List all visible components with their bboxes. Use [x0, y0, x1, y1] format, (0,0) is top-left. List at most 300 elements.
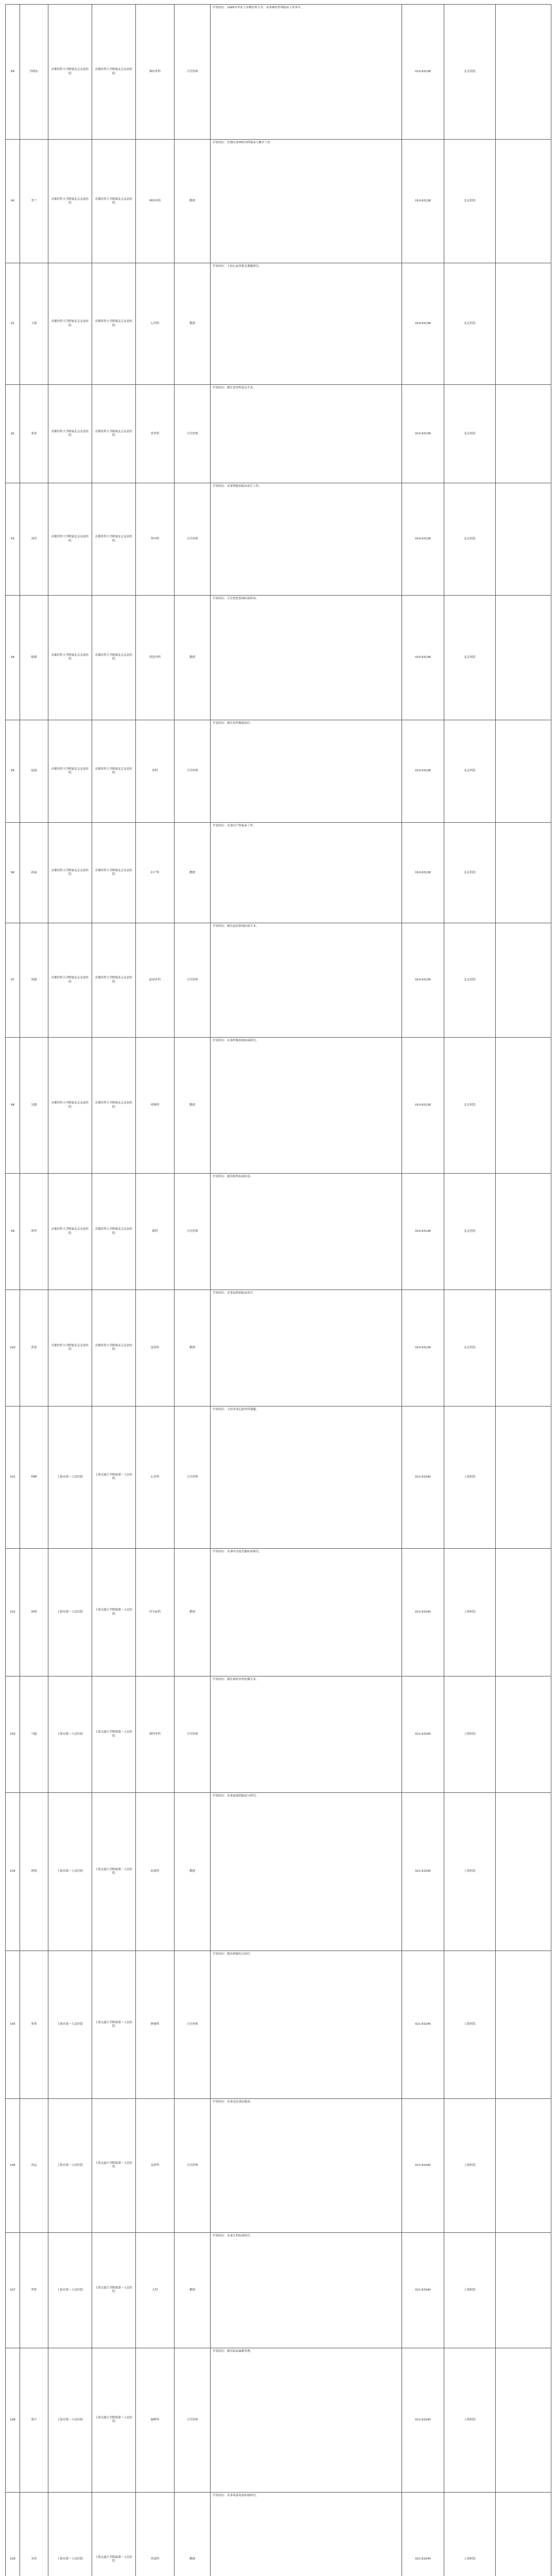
cell-phone	[402, 140, 444, 263]
cell-name	[20, 1792, 48, 1951]
cell-pos	[136, 1037, 175, 1173]
cell-note	[444, 1951, 496, 2098]
summary-text: 学业经历：从事内分泌代谢疾病研究。	[213, 1550, 262, 1554]
cell-phone	[402, 1174, 444, 1290]
summary-text: 学业经历：从事肾脏病临床诊疗工作。	[213, 485, 262, 488]
cell-summary	[211, 1676, 402, 1793]
no-text: 94	[10, 655, 15, 659]
cell-title	[175, 1290, 211, 1406]
cell-no	[6, 1676, 20, 1793]
cell-pos	[136, 2232, 175, 2348]
cell-pos	[136, 923, 175, 1038]
pos-text: 心外科	[150, 1475, 160, 1479]
title-text: 教授	[189, 199, 196, 203]
table-row	[6, 823, 551, 923]
cell-org	[48, 1290, 92, 1406]
org-text: 首都医科大学附属北京友谊医院	[51, 869, 89, 876]
org-text: 首都医科大学附属北京友谊医院	[51, 430, 89, 437]
note-text: 上海医院	[464, 1611, 476, 1614]
cell-org	[48, 2232, 92, 2348]
phone-text: 021-63240	[415, 1732, 431, 1736]
cell-name	[20, 1676, 48, 1793]
table-row	[6, 140, 551, 263]
table-row	[6, 1174, 551, 1290]
phone-text: 010-63138	[415, 655, 431, 659]
name-text: 朱明	[31, 2023, 37, 2026]
cell-remark	[496, 263, 551, 385]
expert-table	[5, 4, 551, 2576]
cell-remark	[496, 1676, 551, 1793]
no-text: 98	[10, 1103, 15, 1107]
cell-dept	[92, 1406, 136, 1549]
summary-text: 学业经历：1995年毕业于首都医科大学；从事神经外科临床工作多年。	[213, 6, 304, 9]
cell-note	[444, 385, 496, 483]
cell-note	[444, 2348, 496, 2493]
title-text: 教授	[189, 1346, 196, 1349]
dept-text: 首都医科大学附属北京友谊医院	[95, 767, 133, 774]
cell-dept	[92, 483, 136, 596]
dept-text: 首都医科大学附属北京友谊医院	[95, 535, 133, 543]
cell-dept	[92, 823, 136, 923]
summary-text: 学业经历：擅长泌尿系统疾病手术。	[213, 925, 259, 928]
table-row	[6, 1290, 551, 1406]
dept-text: 上海交通大学附属第一人民医院	[95, 1731, 133, 1738]
cell-name	[20, 5, 48, 140]
cell-org	[48, 1037, 92, 1173]
cell-phone	[402, 720, 444, 822]
cell-phone	[402, 1549, 444, 1676]
summary-text: 学业经历：从事妇产科临床工作。	[213, 824, 256, 828]
cell-note	[444, 2493, 496, 2576]
cell-name	[20, 923, 48, 1038]
name-text: 郑华	[31, 1229, 37, 1233]
cell-pos	[136, 2493, 175, 2576]
cell-no	[6, 2098, 20, 2232]
cell-dept	[92, 1037, 136, 1173]
table-row	[6, 2232, 551, 2348]
cell-no	[6, 1037, 20, 1173]
phone-text: 021-63240	[415, 2418, 431, 2421]
org-text: 首都医科大学附属北京友谊医院	[51, 68, 89, 75]
phone-text: 021-63240	[415, 1870, 431, 1873]
cell-name	[20, 263, 48, 385]
cell-dept	[92, 2098, 136, 2232]
cell-phone	[402, 385, 444, 483]
no-text: 93	[10, 537, 15, 540]
cell-no	[6, 923, 20, 1038]
cell-note	[444, 1676, 496, 1793]
phone-text: 010-63138	[415, 199, 431, 203]
cell-dept	[92, 1676, 136, 1793]
cell-name	[20, 1951, 48, 2098]
cell-phone	[402, 483, 444, 596]
cell-no	[6, 595, 20, 720]
title-text: 教授	[189, 2288, 196, 2292]
note-text: 北京医院	[464, 537, 476, 540]
cell-pos	[136, 483, 175, 596]
cell-title	[175, 595, 211, 720]
note-text: 北京医院	[464, 1103, 476, 1107]
no-text: 99	[10, 1229, 15, 1233]
cell-org	[48, 263, 92, 385]
cell-no	[6, 1406, 20, 1549]
phone-text: 010-63138	[415, 432, 431, 435]
phone-text: 021-63240	[415, 2288, 431, 2292]
dept-text: 首都医科大学附属北京友谊医院	[95, 430, 133, 437]
cell-title	[175, 5, 211, 140]
cell-pos	[136, 385, 175, 483]
cell-phone	[402, 1792, 444, 1951]
table-row	[6, 385, 551, 483]
note-text: 北京医院	[464, 432, 476, 435]
pos-text: 心内科	[150, 322, 160, 326]
cell-name	[20, 2493, 48, 2576]
cell-pos	[136, 140, 175, 263]
cell-note	[444, 1174, 496, 1290]
cell-org	[48, 823, 92, 923]
summary-text: 学业经历：擅长肿瘤综合治疗。	[213, 1952, 253, 1956]
cell-dept	[92, 1549, 136, 1676]
no-text: 90	[10, 199, 15, 203]
table-row	[6, 923, 551, 1038]
cell-no	[6, 2348, 20, 2493]
org-text: 首都医科大学附属北京友谊医院	[51, 535, 89, 543]
cell-name	[20, 1037, 48, 1173]
title-text: 主任医师	[186, 2163, 198, 2167]
cell-name	[20, 140, 48, 263]
phone-text: 010-63138	[415, 1103, 431, 1107]
cell-pos	[136, 823, 175, 923]
cell-remark	[496, 1406, 551, 1549]
dept-text: 上海交通大学附属第一人民医院	[95, 2021, 133, 2028]
cell-dept	[92, 385, 136, 483]
cell-pos	[136, 1406, 175, 1549]
dept-text: 首都医科大学附属北京友谊医院	[95, 1101, 133, 1109]
cell-note	[444, 1792, 496, 1951]
cell-note	[444, 140, 496, 263]
cell-remark	[496, 2098, 551, 2232]
cell-name	[20, 1406, 48, 1549]
cell-note	[444, 2232, 496, 2348]
cell-org	[48, 1549, 92, 1676]
dept-text: 上海交通大学附属第一人民医院	[95, 1868, 133, 1875]
title-text: 教授	[189, 2557, 196, 2561]
cell-org	[48, 923, 92, 1038]
cell-name	[20, 2348, 48, 2493]
org-text: 首都医科大学附属北京友谊医院	[51, 1344, 89, 1351]
no-text: 101	[10, 1475, 15, 1479]
name-text: 刘洋	[31, 537, 37, 540]
name-text: 陈静	[31, 655, 37, 659]
cell-note	[444, 483, 496, 596]
cell-dept	[92, 1174, 136, 1290]
dept-text: 上海交通大学附属第一人民医院	[95, 1473, 133, 1481]
cell-no	[6, 2232, 20, 2348]
cell-phone	[402, 823, 444, 923]
name-text: 李兰	[31, 199, 37, 203]
no-text: 104	[10, 1870, 15, 1873]
cell-remark	[496, 720, 551, 822]
title-text: 主任医师	[186, 2418, 198, 2421]
cell-summary	[211, 1406, 402, 1549]
name-text: 孙丽	[31, 871, 37, 874]
no-text: 109	[10, 2557, 15, 2561]
cell-pos	[136, 5, 175, 140]
cell-dept	[92, 2493, 136, 2576]
note-text: 上海医院	[464, 1732, 476, 1736]
cell-org	[48, 1951, 92, 2098]
pos-text: 眼科	[152, 1229, 158, 1233]
cell-summary	[211, 1290, 402, 1406]
note-text: 北京医院	[464, 70, 476, 74]
cell-phone	[402, 2493, 444, 2576]
cell-no	[6, 1549, 20, 1676]
name-text: 高远	[31, 2163, 37, 2167]
no-text: 103	[10, 1732, 15, 1736]
title-text: 主任医师	[186, 1475, 198, 1479]
cell-no	[6, 1792, 20, 1951]
cell-no	[6, 385, 20, 483]
pos-text: 肿瘤科	[150, 2023, 160, 2026]
table-row	[6, 263, 551, 385]
title-text: 教授	[189, 871, 196, 874]
cell-title	[175, 2493, 211, 2576]
pos-text: 神经外科	[149, 1732, 161, 1736]
cell-summary	[211, 923, 402, 1038]
table-row	[6, 1406, 551, 1549]
phone-text: 010-63138	[415, 1229, 431, 1233]
no-text: 95	[10, 769, 15, 773]
cell-phone	[402, 1037, 444, 1173]
pos-text: 泌尿外科	[149, 978, 161, 981]
cell-dept	[92, 263, 136, 385]
pos-text: 神经外科	[149, 70, 161, 74]
cell-org	[48, 1676, 92, 1793]
org-text: 上海市第一人民医院	[57, 2418, 83, 2421]
dept-text: 首都医科大学附属北京友谊医院	[95, 320, 133, 327]
cell-pos	[136, 1676, 175, 1793]
cell-org	[48, 5, 92, 140]
pos-text: 皮肤科	[150, 1346, 160, 1349]
title-text: 主任医师	[186, 978, 198, 981]
cell-title	[175, 823, 211, 923]
summary-text: 学业经历：擅长神经外科显微手术。	[213, 1678, 259, 1682]
note-text: 北京医院	[464, 871, 476, 874]
phone-text: 021-63240	[415, 1475, 431, 1479]
phone-text: 010-63138	[415, 537, 431, 540]
cell-title	[175, 1174, 211, 1290]
cell-dept	[92, 2348, 136, 2493]
table-row	[6, 1037, 551, 1173]
summary-text: 学业经历：擅长普外科复杂手术。	[213, 386, 256, 390]
pos-text: 骨科	[152, 769, 158, 773]
cell-summary	[211, 483, 402, 596]
cell-title	[175, 1037, 211, 1173]
name-text: 马超	[31, 1732, 37, 1736]
cell-pos	[136, 2098, 175, 2232]
no-text: 100	[10, 1346, 15, 1349]
org-text: 上海市第一人民医院	[57, 1870, 83, 1873]
cell-note	[444, 1406, 496, 1549]
dept-text: 上海交通大学附属第一人民医院	[95, 1608, 133, 1616]
dept-text: 上海交通大学附属第一人民医院	[95, 2286, 133, 2294]
cell-pos	[136, 2348, 175, 2493]
name-text: 张伟	[31, 432, 37, 435]
summary-text: 学业经历：专注消化系统疾病诊治。	[213, 597, 259, 600]
cell-phone	[402, 1951, 444, 2098]
cell-remark	[496, 1174, 551, 1290]
cell-name	[20, 1549, 48, 1676]
org-text: 首都医科大学附属北京友谊医院	[51, 767, 89, 774]
name-text: 王新	[31, 322, 37, 326]
cell-note	[444, 1037, 496, 1173]
cell-remark	[496, 1290, 551, 1406]
phone-text: 010-63138	[415, 978, 431, 981]
name-text: 赵磊	[31, 769, 37, 773]
phone-text: 010-63138	[415, 322, 431, 326]
no-text: 107	[10, 2288, 15, 2292]
cell-note	[444, 720, 496, 822]
pos-text: 风湿科	[150, 2557, 160, 2561]
name-text: 胡悦	[31, 1870, 37, 1873]
summary-text: 学业经历：从事风湿免疫疾病研究。	[213, 2494, 259, 2498]
pos-text: 普外科	[150, 432, 160, 435]
phone-text: 021-63240	[415, 1611, 431, 1614]
cell-title	[175, 2232, 211, 2348]
table-row	[6, 1549, 551, 1676]
pos-text: 消化内科	[149, 655, 161, 659]
cell-remark	[496, 1037, 551, 1173]
cell-note	[444, 2098, 496, 2232]
cell-title	[175, 263, 211, 385]
phone-text: 021-63240	[415, 2557, 431, 2561]
cell-title	[175, 1406, 211, 1549]
org-text: 上海市第一人民医院	[57, 1475, 83, 1479]
cell-title	[175, 1676, 211, 1793]
cell-summary	[211, 595, 402, 720]
cell-title	[175, 1951, 211, 2098]
cell-dept	[92, 2232, 136, 2348]
cell-summary	[211, 2232, 402, 2348]
cell-no	[6, 5, 20, 140]
note-text: 北京医院	[464, 1346, 476, 1349]
cell-phone	[402, 923, 444, 1038]
cell-phone	[402, 2348, 444, 2493]
cell-org	[48, 595, 92, 720]
summary-text: 学业经历：主持心血管相关课题研究。	[213, 265, 262, 268]
phone-text: 021-63240	[415, 2163, 431, 2167]
cell-no	[6, 823, 20, 923]
cell-note	[444, 1290, 496, 1406]
cell-summary	[211, 1037, 402, 1173]
cell-phone	[402, 2232, 444, 2348]
summary-text: 学业经历：长期从事神经内科临床与教学工作。	[213, 141, 273, 145]
cell-dept	[92, 720, 136, 822]
no-text: 96	[10, 871, 15, 874]
cell-dept	[92, 1951, 136, 2098]
cell-org	[48, 1174, 92, 1290]
cell-summary	[211, 1951, 402, 2098]
cell-summary	[211, 1792, 402, 1951]
pos-text: 麻醉科	[150, 2418, 160, 2421]
cell-phone	[402, 1290, 444, 1406]
summary-text: 学业经历：从事皮肤病临床诊疗。	[213, 1291, 256, 1295]
cell-remark	[496, 140, 551, 263]
cell-org	[48, 140, 92, 263]
cell-pos	[136, 720, 175, 822]
note-text: 北京医院	[464, 978, 476, 981]
cell-no	[6, 2493, 20, 2576]
cell-summary	[211, 140, 402, 263]
pos-text: 血液科	[150, 1870, 160, 1873]
cell-name	[20, 595, 48, 720]
pos-text: 肾内科	[150, 537, 160, 540]
cell-org	[48, 2493, 92, 2576]
title-text: 教授	[189, 655, 196, 659]
table-row	[6, 1792, 551, 1951]
cell-remark	[496, 595, 551, 720]
no-text: 97	[10, 978, 15, 981]
cell-note	[444, 595, 496, 720]
table-row	[6, 1676, 551, 1793]
cell-org	[48, 720, 92, 822]
dept-text: 首都医科大学附属北京友谊医院	[95, 869, 133, 876]
cell-dept	[92, 140, 136, 263]
cell-title	[175, 720, 211, 822]
note-text: 北京医院	[464, 769, 476, 773]
cell-pos	[136, 1792, 175, 1951]
no-text: 108	[10, 2418, 15, 2421]
title-text: 教授	[189, 322, 196, 326]
cell-note	[444, 1549, 496, 1676]
name-text: 宋佳	[31, 2557, 37, 2561]
table-row	[6, 2098, 551, 2232]
note-text: 北京医院	[464, 655, 476, 659]
no-text: 92	[10, 432, 15, 435]
table-row	[6, 595, 551, 720]
dept-text: 上海交通大学附属第一人民医院	[95, 2416, 133, 2424]
no-text: 105	[10, 2023, 15, 2026]
title-text: 主任医师	[186, 769, 198, 773]
no-text: 102	[10, 1611, 15, 1614]
dept-text: 首都医科大学附属北京友谊医院	[95, 1344, 133, 1351]
org-text: 首都医科大学附属北京友谊医院	[51, 976, 89, 984]
cell-remark	[496, 823, 551, 923]
cell-title	[175, 1792, 211, 1951]
cell-pos	[136, 263, 175, 385]
cell-name	[20, 483, 48, 596]
phone-text: 010-63138	[415, 1346, 431, 1349]
dept-text: 首都医科大学附属北京友谊医院	[95, 68, 133, 75]
org-text: 上海市第一人民医院	[57, 1732, 83, 1736]
name-text: 林峰	[31, 1475, 37, 1479]
title-text: 主任医师	[186, 1229, 198, 1233]
cell-name	[20, 385, 48, 483]
cell-note	[444, 923, 496, 1038]
cell-summary	[211, 1174, 402, 1290]
note-text: 上海医院	[464, 2163, 476, 2167]
cell-note	[444, 5, 496, 140]
cell-org	[48, 1792, 92, 1951]
cell-no	[6, 1951, 20, 2098]
cell-remark	[496, 483, 551, 596]
cell-summary	[211, 5, 402, 140]
cell-dept	[92, 5, 136, 140]
cell-pos	[136, 1951, 175, 2098]
org-text: 上海市第一人民医院	[57, 1611, 83, 1614]
note-text: 北京医院	[464, 322, 476, 326]
cell-summary	[211, 1549, 402, 1676]
